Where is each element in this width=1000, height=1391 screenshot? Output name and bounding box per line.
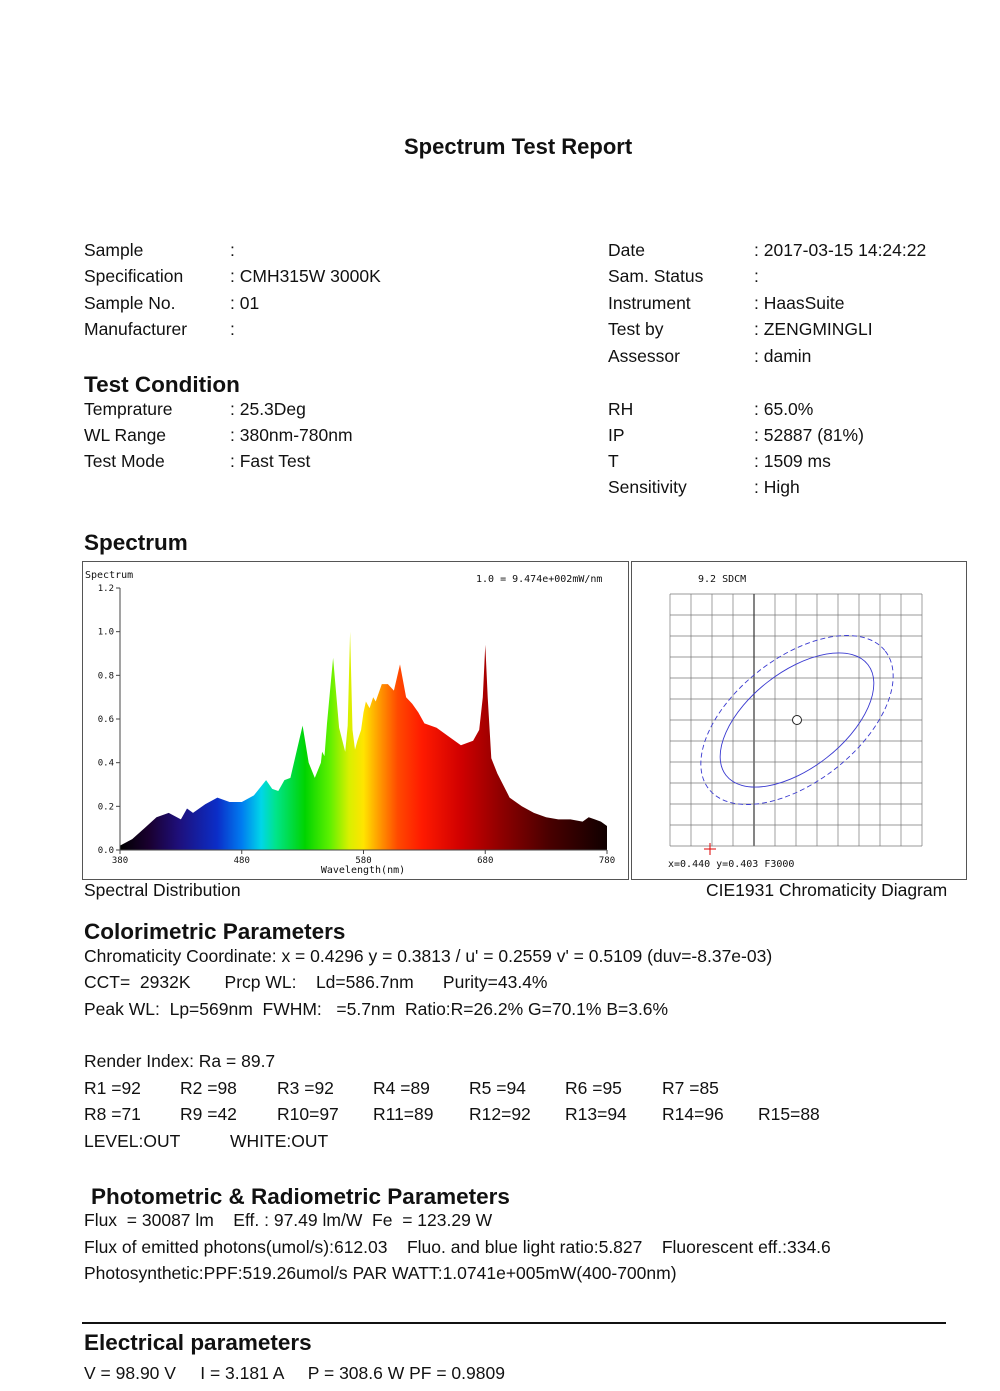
y-tick-label: 1.2 (97, 584, 114, 594)
y-tick-label: 0.4 (97, 758, 114, 769)
chromaticity-coordinate-line: Chromaticity Coordinate: x = 0.4296 y = 0.3813 / u' = 0.2559 v' = 0.5109 (duv=-8.37e-03) (84, 946, 773, 966)
spectrum-area (120, 632, 607, 850)
colorimetric-heading: Colorimetric Parameters (84, 919, 346, 944)
r-value: R10=97 (277, 1104, 339, 1124)
y-tick-label: 0.8 (97, 671, 114, 682)
condition-value: : 380nm-780nm (230, 425, 353, 445)
photometric-heading: Photometric & Radiometric Parameters (91, 1184, 510, 1209)
info-label: Sample No. (84, 293, 176, 313)
condition-label: WL Range (84, 425, 167, 445)
condition-value: : 25.3Deg (230, 399, 306, 419)
info-value: : HaasSuite (754, 293, 845, 313)
r-value: R13=94 (565, 1104, 627, 1124)
white-status: WHITE:OUT (230, 1131, 329, 1151)
info-value: : damin (754, 346, 812, 366)
condition-value: : 1509 ms (754, 451, 831, 471)
peak-wl-line: Peak WL: Lp=569nm FWHM: =5.7nm Ratio:R=26.2% G=70.1% B=3.6% (84, 999, 669, 1019)
chart-title: Spectrum (85, 570, 134, 581)
info-label: Sam. Status (608, 266, 704, 286)
white-point-marker (793, 716, 802, 725)
chart-annotation: 1.0 = 9.474e+002mW/nm (476, 574, 603, 585)
chromaticity-caption: CIE1931 Chromaticity Diagram (706, 880, 948, 900)
sdcm-label: 9.2 SDCM (698, 574, 747, 585)
electrical-line: V = 98.90 V I = 3.181 A P = 308.6 W PF = 0.9809 (84, 1363, 505, 1383)
x-tick-label: 780 (598, 856, 616, 866)
test-condition-heading: Test Condition (84, 372, 240, 397)
info-label: Specification (84, 266, 184, 286)
condition-value: : 52887 (81%) (754, 425, 864, 445)
info-value: : CMH315W 3000K (230, 266, 381, 286)
condition-label: T (608, 451, 619, 471)
y-tick-label: 0.0 (97, 846, 114, 856)
report-title: Spectrum Test Report (404, 134, 633, 159)
y-tick-label: 0.2 (97, 802, 114, 813)
condition-value: : Fast Test (230, 451, 311, 471)
condition-value: : High (754, 477, 800, 497)
x-tick-label: 480 (233, 856, 250, 866)
info-value: : (230, 319, 235, 339)
x-axis-label: Wavelength(nm) (320, 865, 406, 876)
spectral-distribution-caption: Spectral Distribution (84, 880, 241, 900)
flux-line: Flux = 30087 lm Eff. : 97.49 lm/W Fe = 123.29 W (84, 1210, 493, 1230)
r-value: R6 =95 (565, 1078, 622, 1098)
r-value: R5 =94 (469, 1078, 526, 1098)
condition-value: : 65.0% (754, 399, 814, 419)
info-label: Instrument (608, 293, 691, 313)
r-value: R4 =89 (373, 1078, 430, 1098)
r-value: R3 =92 (277, 1078, 334, 1098)
info-value: : (230, 240, 235, 260)
r-value: R1 =92 (84, 1078, 141, 1098)
r-value: R15=88 (758, 1104, 820, 1124)
info-label: Date (608, 240, 645, 260)
info-value: : (754, 266, 759, 286)
r-value: R7 =85 (662, 1078, 719, 1098)
info-value: : 2017-03-15 14:24:22 (754, 240, 927, 260)
x-tick-label: 680 (477, 856, 494, 866)
r-value: R2 =98 (180, 1078, 237, 1098)
x-tick-label: 580 (355, 856, 372, 866)
cct-line: CCT= 2932K Prcp WL: Ld=586.7nm Purity=43.4% (84, 972, 548, 992)
condition-label: Test Mode (84, 451, 165, 471)
photosynthetic-line: Photosynthetic:PPF:519.26umol/s PAR WATT:1.0741e+005mW(400-700nm) (84, 1263, 677, 1283)
r-value: R8 =71 (84, 1104, 141, 1124)
chromaticity-diagram-svg (632, 562, 966, 879)
info-label: Assessor (608, 346, 680, 366)
condition-label: RH (608, 399, 634, 419)
coordinate-readout: x=0.440 y=0.403 F3000 (668, 859, 795, 870)
y-tick-label: 1.0 (97, 627, 114, 638)
level-status: LEVEL:OUT (84, 1131, 181, 1151)
x-tick-label: 380 (111, 856, 129, 866)
r-value: R14=96 (662, 1104, 724, 1124)
r-value: R12=92 (469, 1104, 531, 1124)
info-label: Test by (608, 319, 664, 339)
info-label: Sample (84, 240, 144, 260)
info-value: : 01 (230, 293, 260, 313)
chromaticity-diagram (631, 561, 967, 880)
section-divider (82, 1322, 946, 1324)
photon-flux-line: Flux of emitted photons(umol/s):612.03 Fluo. and blue light ratio:5.827 Fluorescent eff.:334.6 (84, 1237, 831, 1257)
r-value: R9 =42 (180, 1104, 237, 1124)
condition-label: Temprature (84, 399, 173, 419)
spectrum-chart (82, 561, 629, 880)
r-value: R11=89 (373, 1104, 434, 1124)
electrical-heading: Electrical parameters (84, 1330, 312, 1355)
spectrum-chart-svg (83, 562, 628, 879)
y-tick-label: 0.6 (97, 715, 114, 725)
render-index: Render Index: Ra = 89.7 (84, 1051, 276, 1071)
spectrum-heading: Spectrum (84, 530, 188, 555)
condition-label: IP (608, 425, 625, 445)
info-label: Manufacturer (84, 319, 188, 339)
condition-label: Sensitivity (608, 477, 687, 497)
info-value: : ZENGMINGLI (754, 319, 873, 339)
